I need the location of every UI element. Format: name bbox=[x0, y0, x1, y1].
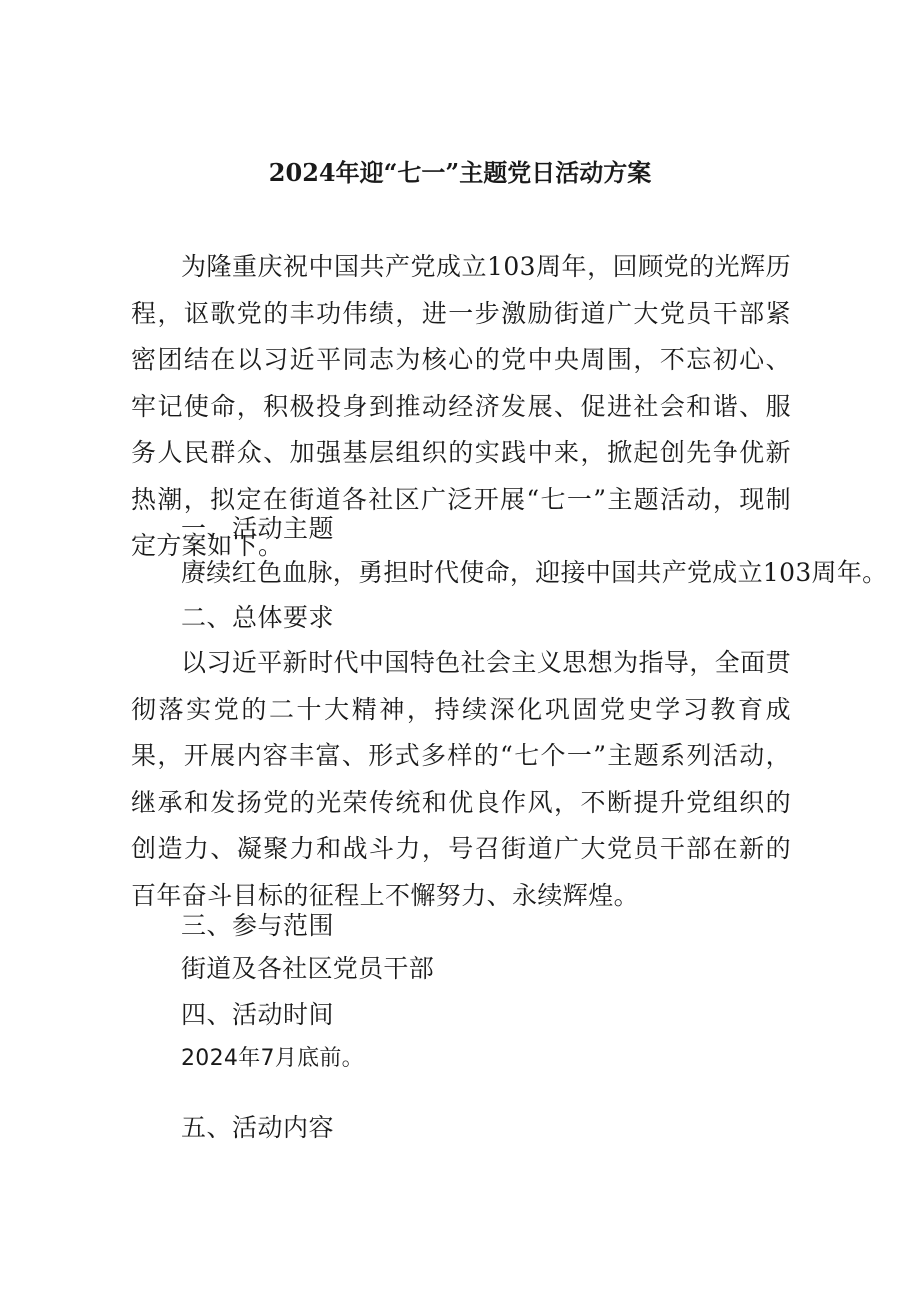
section-heading-theme: 一、活动主题 bbox=[181, 514, 335, 543]
section-text-requirements: 以习近平新时代中国特色社会主义思想为指导，全面贯彻落实党的二十大精神，持续深化巩固党史学习教育成果，开展内容丰富、形式多样的“七个一”主题系列活动，继承和发扬党的光荣传统和优良作风，不断提升党组织的创造力、凝聚力和战斗力，号召街道广大党员干部在新的百年奋斗目标的征程上不懈努力、永续辉煌。 bbox=[131, 648, 791, 910]
section-text-time: 2024年7月底前。 bbox=[181, 1046, 364, 1071]
section-text-theme: 赓续红色血脉，勇担时代使命，迎接中国共产党成立103周年。 bbox=[181, 558, 888, 587]
section-heading-content: 五、活动内容 bbox=[181, 1113, 335, 1142]
section-heading-requirements: 二、总体要求 bbox=[181, 603, 335, 632]
section-heading-scope: 三、参与范围 bbox=[181, 911, 335, 940]
section-text-scope: 街道及各社区党员干部 bbox=[181, 954, 435, 983]
section-heading-time: 四、活动时间 bbox=[181, 1000, 335, 1029]
intro-paragraph: 为隆重庆祝中国共产党成立103周年，回顾党的光辉历程，讴歌党的丰功伟绩，进一步激励街道广大党员干部紧密团结在以习近平同志为核心的党中央周围，不忘初心、牢记使命，积极投身到推动经济发展、促进社会和谐、服务人民群众、加强基层组织的实践中来，掀起创先争优新热潮，拟定在街道各社区广泛开展“七一”主题活动，现制定方案如下。 bbox=[131, 252, 791, 560]
document-title: 2024年迎“七一”主题党日活动方案 bbox=[268, 158, 652, 187]
